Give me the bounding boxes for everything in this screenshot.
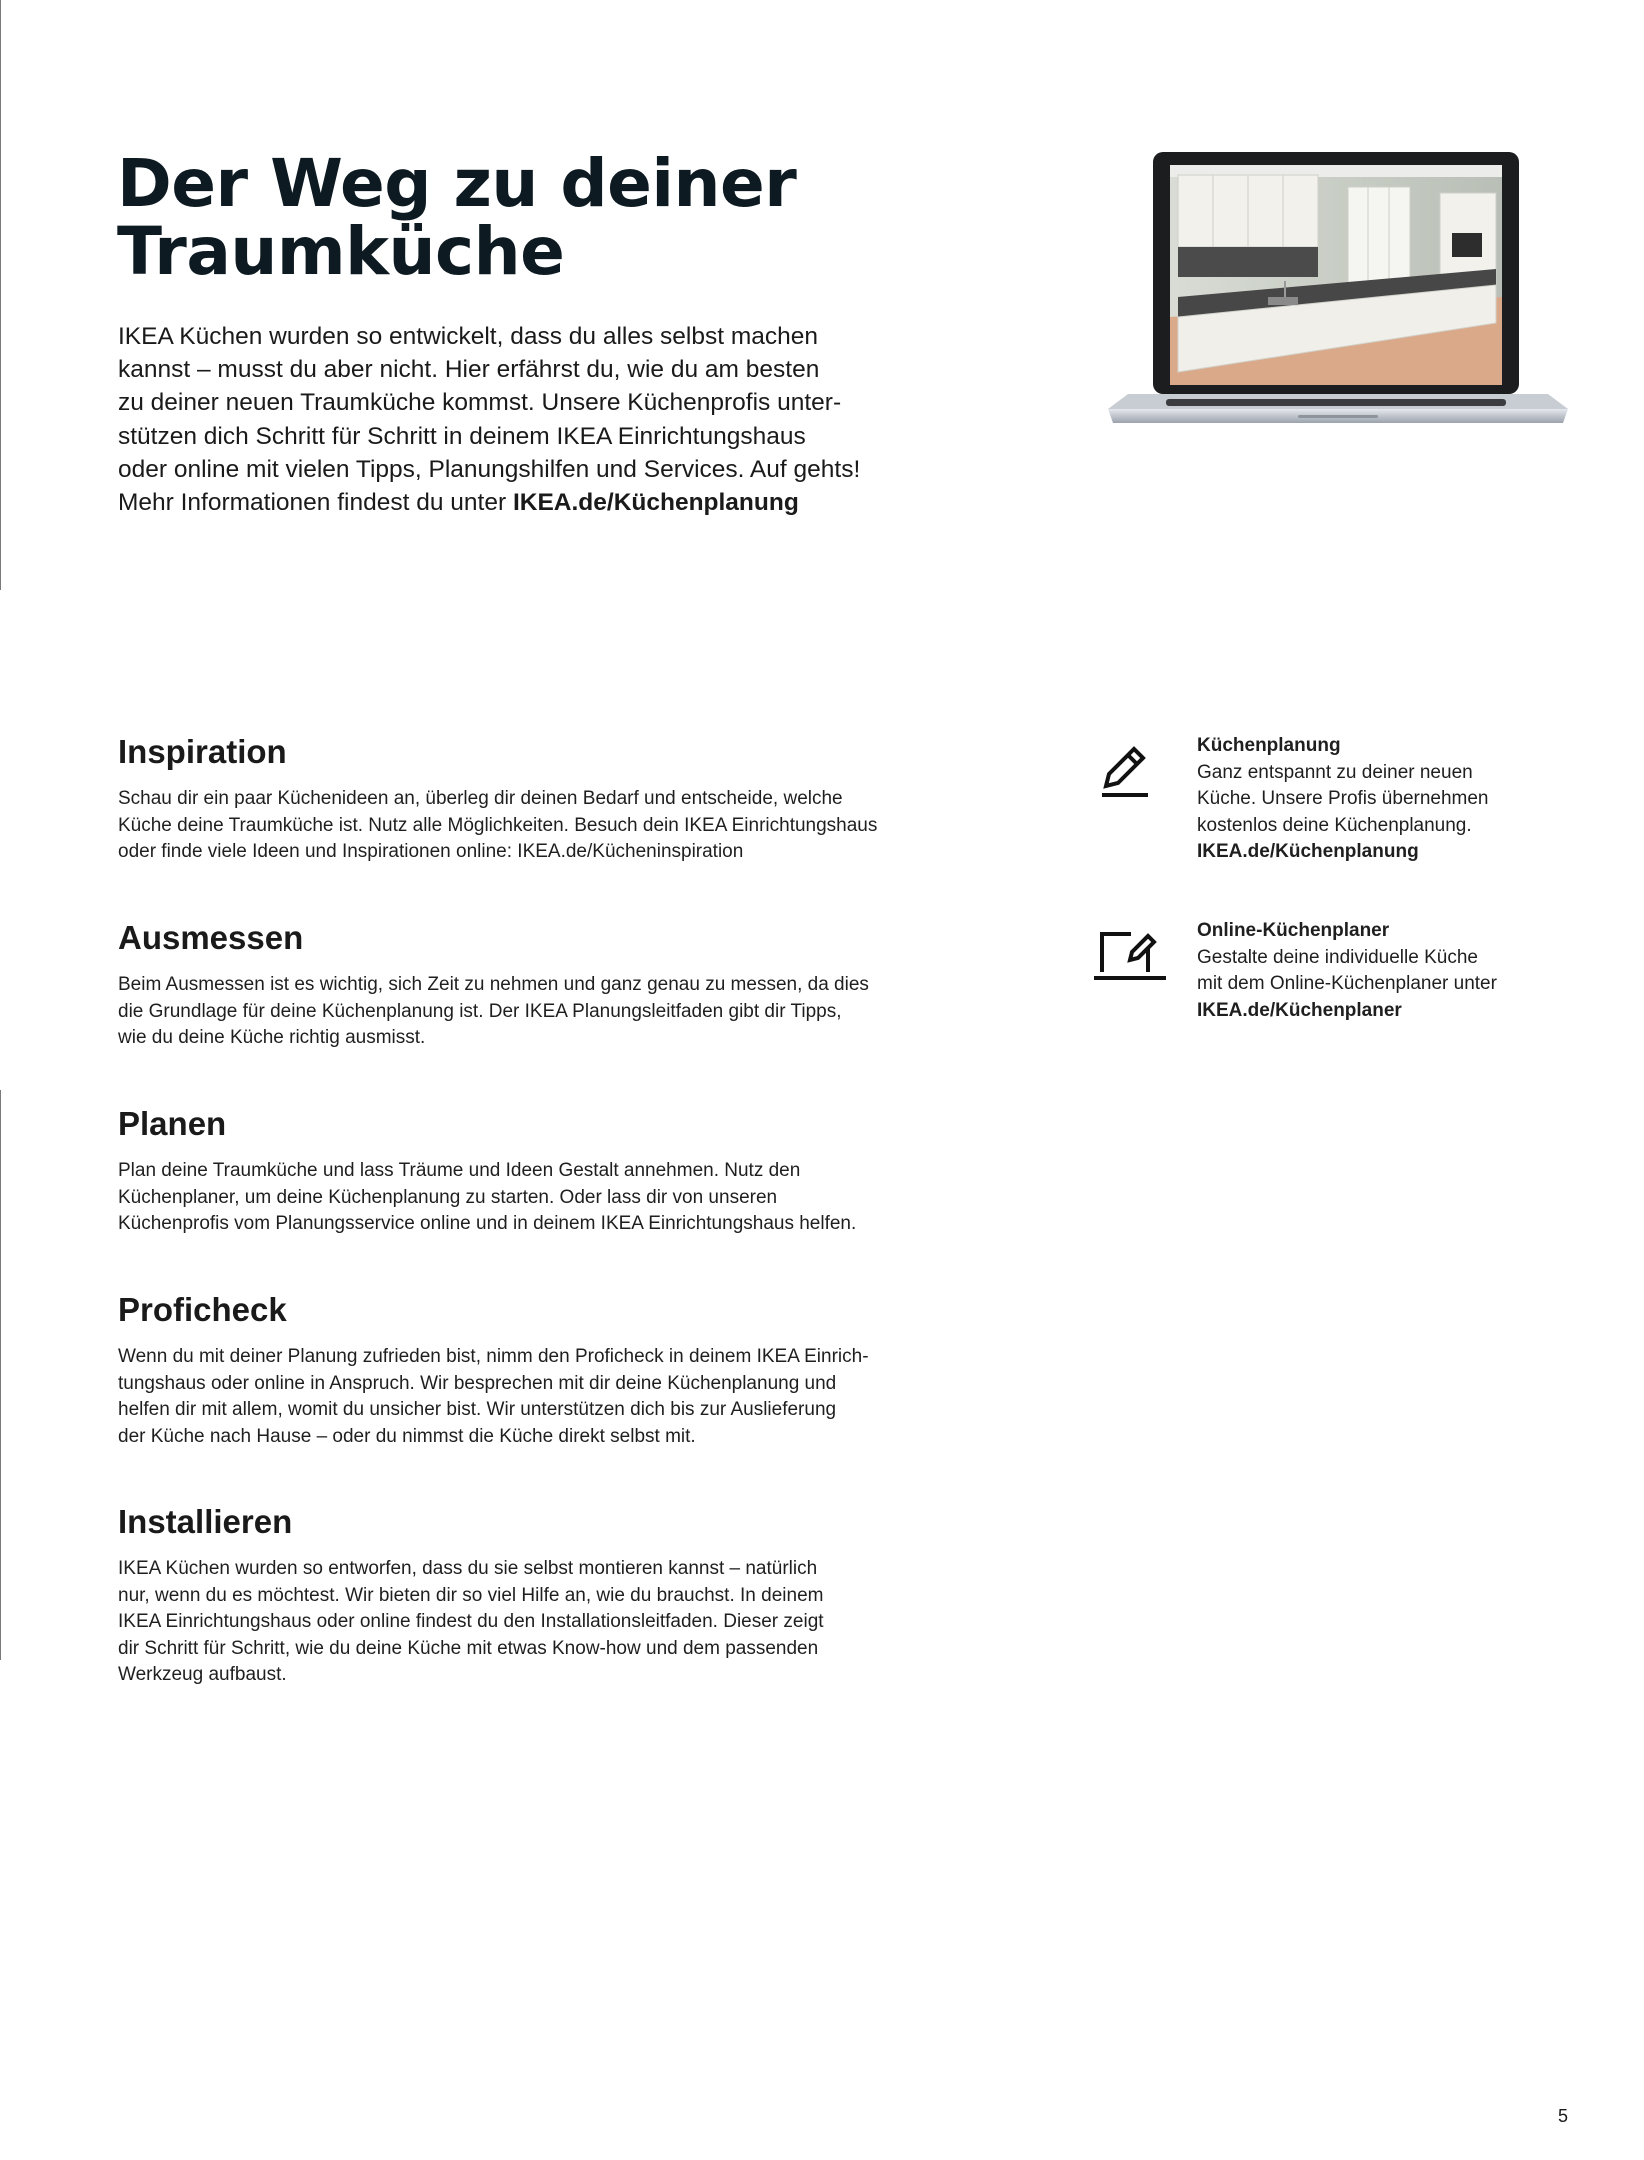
intro-link[interactable]: IKEA.de/Küchenplanung bbox=[512, 489, 799, 517]
service-kuechenplanung bbox=[1197, 733, 1577, 866]
service-title: Küchenplanung bbox=[1197, 735, 1341, 756]
service-text: Gestalte deine individuelle Küche mit dem Online-Küchenplaner unter bbox=[1197, 946, 1497, 995]
service-link[interactable]: IKEA.de/Küchenplaner bbox=[1197, 999, 1402, 1021]
section-text: Schau dir ein paar Küchenideen an, überleg dir deinen Bedarf und entscheide, welche Küche deine Traumküche ist. Nutz alle Möglichkeiten. Besuch dein IKEA Einrichtungshaus oder finde viele Ideen und Inspirationen online: IKEA.de/Kücheninspiration bbox=[118, 788, 878, 863]
service-link[interactable]: IKEA.de/Küchenplanung bbox=[1197, 841, 1419, 863]
section-text: Plan deine Traumküche und lass Träume und Ideen Gestalt annehmen. Nutz den Küchenplaner, um deine Küchenplanung zu starten. Oder lass dir von unseren Küchenprofis vom Planungsservice online und in deinem IKEA Einrichtungshaus helfen. bbox=[118, 1160, 857, 1235]
section-text: Wenn du mit deiner Planung zufrieden bist, nimm den Proficheck in deinem IKEA Einrich- tungshaus oder online in Anspruch. Wir besprechen mit dir deine Küchenplanung und helfen dir mit allem, womit du unsicher bist. Wir unterstützen dich bis zur Auslieferung der Küche nach Hause – oder du nimmst die Küche direkt selbst mit. bbox=[118, 1346, 869, 1447]
page-title: Der Weg zu deiner Traumküche bbox=[117, 145, 797, 290]
section-planen bbox=[118, 1104, 978, 1238]
section-heading: Proficheck bbox=[118, 1291, 287, 1328]
section-heading: Inspiration bbox=[118, 733, 287, 770]
laptop-pencil-icon bbox=[1090, 922, 1170, 992]
intro-text: IKEA Küchen wurden so entwickelt, dass du alles selbst machen kannst – musst du aber nicht. Hier erfährst du, wie du am besten zu deiner neuen Traumküche kommst. Unsere Küchenprofis unter- stützen dich Schritt für Schritt in deinem IKEA Einrichtungshaus oder online mit vielen Tipps, Planungshilfen und Services. Auf gehts! Mehr Informationen findest du unter bbox=[118, 323, 861, 517]
page-number: 5 bbox=[1557, 2106, 1568, 2126]
page-edge-line bbox=[0, 1090, 1, 1660]
section-heading: Installieren bbox=[118, 1503, 293, 1540]
section-ausmessen bbox=[118, 918, 978, 1052]
pencil-icon bbox=[1090, 740, 1170, 810]
section-text: Beim Ausmessen ist es wichtig, sich Zeit zu nehmen und ganz genau zu messen, da dies die Grundlage für deine Küchenplanung ist. Der IKEA Planungsleitfaden gibt dir Tipps, wie du deine Küche richtig ausmisst. bbox=[118, 974, 869, 1049]
section-installieren bbox=[118, 1502, 978, 1689]
section-heading: Ausmessen bbox=[118, 919, 304, 956]
section-inspiration bbox=[118, 732, 978, 866]
service-text: Ganz entspannt zu deiner neuen Küche. Unsere Profis übernehmen kostenlos deine Küchenplanung. bbox=[1197, 761, 1489, 836]
section-proficheck bbox=[118, 1290, 978, 1450]
service-online-kuechenplaner bbox=[1197, 918, 1577, 1024]
section-heading: Planen bbox=[118, 1105, 227, 1142]
service-title: Online-Küchenplaner bbox=[1197, 920, 1390, 941]
laptop-kitchen-planner-image bbox=[1108, 147, 1568, 447]
intro-paragraph bbox=[118, 320, 948, 519]
section-text: IKEA Küchen wurden so entworfen, dass du sie selbst montieren kannst – natürlich nur, wenn du es möchtest. Wir bieten dir so viel Hilfe an, wie du brauchst. In deinem IKEA Einrichtungshaus oder online findest du den Installationsleitfaden. Dieser zeigt dir Schritt für Schritt, wie du deine Küche mit etwas Know-how und dem passenden Werkzeug aufbaust. bbox=[118, 1558, 824, 1686]
page-edge-line bbox=[0, 0, 1, 590]
